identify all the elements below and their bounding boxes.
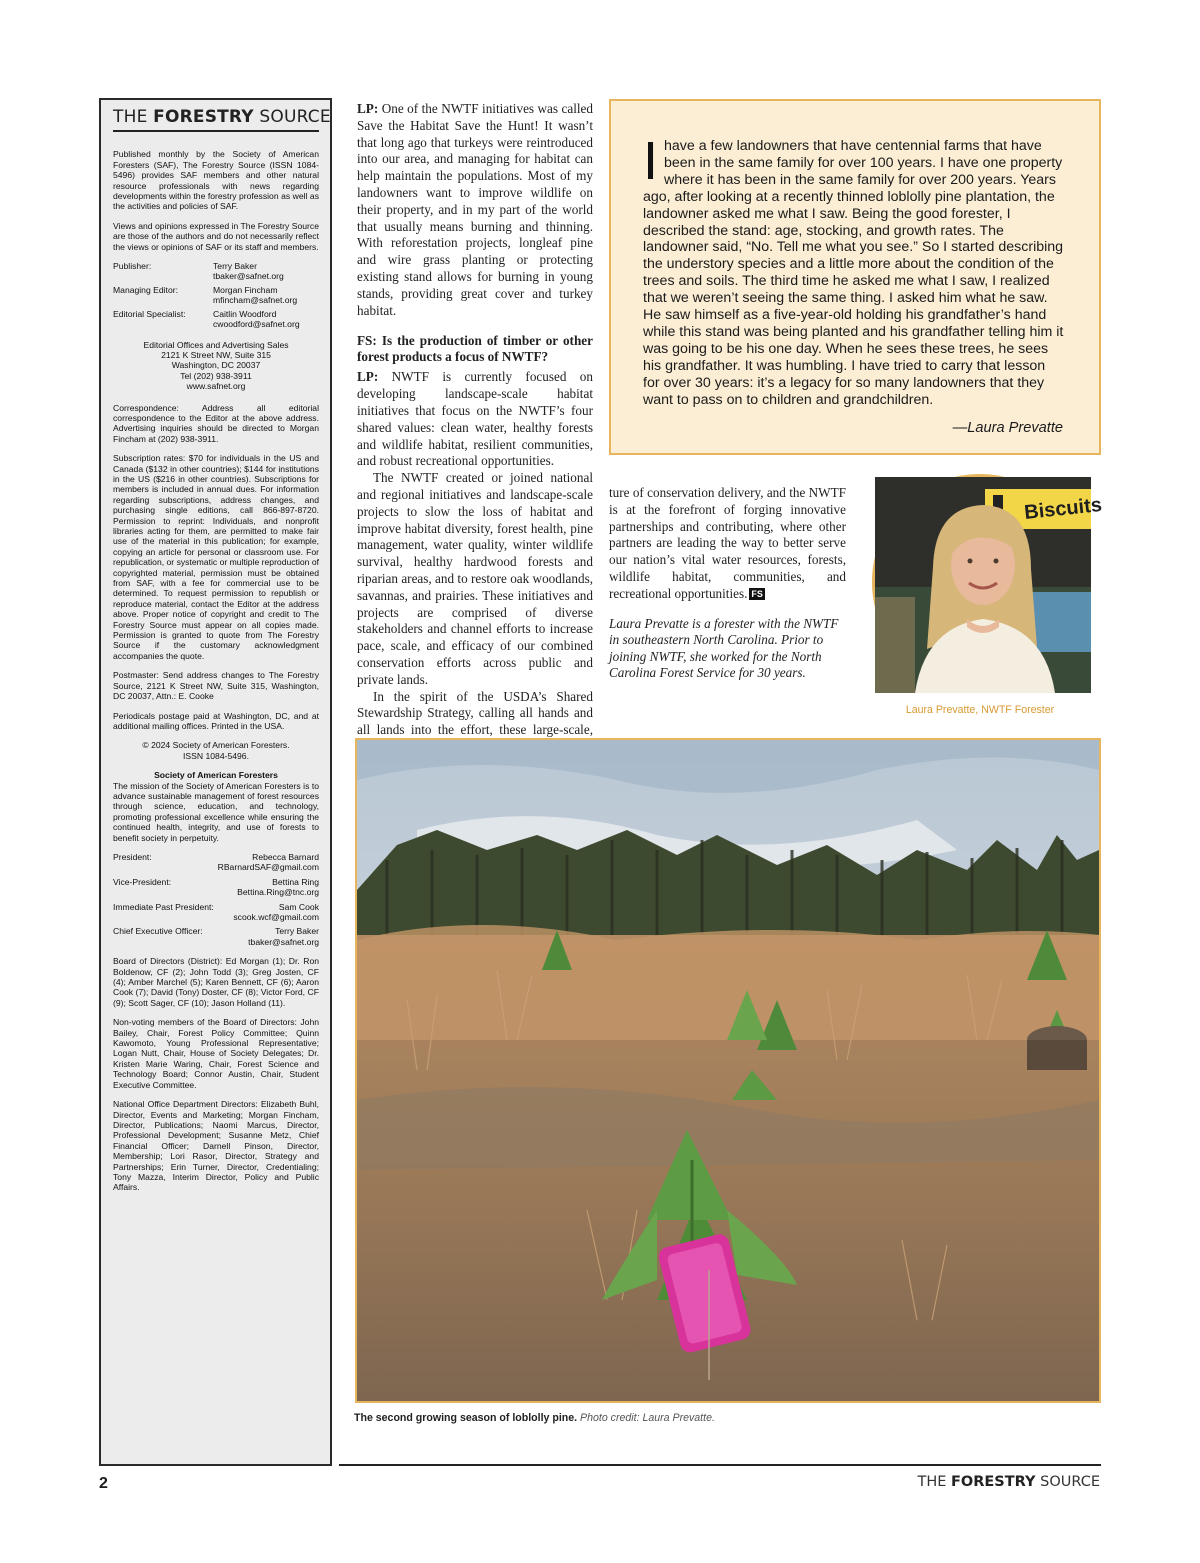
author-portrait <box>872 474 1103 690</box>
masthead-correspondence: Correspondence: Address all editorial correspondence to the Editor at the above address. Advertising inquiries should be directed to Morgan Fincham at (202) 938-3911. <box>113 402 319 444</box>
masthead-copyright <box>113 740 319 761</box>
officer-email[interactable]: RBarnardSAF@gmail.com <box>217 862 319 873</box>
offices-line: Editorial Offices and Advertising Sales <box>143 339 289 350</box>
masthead-periodicals: Periodicals postage paid at Washington, DC, and at additional mailing offices. Printed in the USA. <box>113 710 319 731</box>
officer-name: Rebecca Barnard <box>252 851 319 862</box>
staff-name: Caitlin Woodford <box>213 308 277 319</box>
officer-row <box>113 902 319 923</box>
officer-email[interactable]: tbaker@safnet.org <box>248 936 319 947</box>
drop-cap: I <box>643 131 659 191</box>
pull-quote-text: have a few landowners that have centennial farms that have been in the same family for over 100 years. I have one property where it has been in the same family for over 200 years. Years ago, after looking at a recently thinned loblolly pine plantation, the landowner asked me what I saw. Being the good forester, I described the stand: age, stocking, and growth rates. The landowner said, “No. Tell me what you see.” So I started describing the understory species and a little more about the condition of the trees and soils. The third time he asked me what I saw, I realized that we weren’t seeing the same thing. I asked him what he saw. He saw himself as a five-year-old holding his grandfather’s hand while this stand was being planted and his grandfather telling him it was going to be his one day. When he sees these trees, he sees his grandfather. It was humbling. I have tried to carry that lesson for over 30 years: it’s a legacy for so many landowners that they want to pass on to children and grandchildren. <box>643 138 1064 408</box>
interview-question: FS: Is the production of timber or other forest products a focus of NWTF? <box>357 333 593 365</box>
offices-website-link[interactable]: www.safnet.org <box>186 381 246 392</box>
portrait-caption: Laura Prevatte, NWTF Forester <box>905 704 1055 716</box>
staff-email[interactable]: mfincham@safnet.org <box>213 295 298 306</box>
article-column-2 <box>609 485 846 682</box>
staff-email[interactable]: tbaker@safnet.org <box>213 271 284 282</box>
paragraph-text: NWTF is currently focused on developing landscape-scale habitat initiatives that focus on the NWTF’s four shared values: clean water, healthy forests and wildlife habitat, resilient communities, and robust recreational opportunities. <box>357 369 593 469</box>
paragraph-text: ture of conservation delivery, and the NWTF is at the forefront of forging innovative partnerships and contributing, where other partners are leading the way to better serve our nation’s vital water resources, forests, wildlife habitat, communities, and recreational opportunities. <box>609 485 846 601</box>
staff-role: Editorial Specialist: <box>113 308 186 319</box>
article-column-1 <box>357 101 593 772</box>
masthead-postmaster: Postmaster: Send address changes to The Forestry Source, 2121 K Street NW, Suite 315, Washington, DC 20037, Attn.: E. Cooke <box>113 670 319 702</box>
officer-email[interactable]: scook.wcf@gmail.com <box>233 912 319 922</box>
issn-line: ISSN 1084-5496. <box>183 750 249 761</box>
footer-title-post: SOURCE <box>1035 1474 1100 1490</box>
officer-name: Terry Baker <box>275 926 319 937</box>
page-number: 2 <box>99 1475 108 1492</box>
masthead-intro: Published monthly by the Society of American Foresters (SAF), The Forestry Source (ISSN 1084-5496) provides SAF members and other natural resource professionals with news regarding developments within the forestry profession as well as the activities and policies of SAF. <box>113 149 319 212</box>
board-of-directors: Board of Directors (District): Ed Morgan (1); Dr. Ron Boldenow, CF (2); John Todd (3); Greg Josten, CF (4); Amber Marchel (5); Karen Bennett, CF (6); Aaron Cook (7); David (Tony) Doster, CF (8); Victor Ford, CF (9); Scott Sager, CF (10); Jason Holland (11). <box>113 956 319 1008</box>
staff-role: Managing Editor: <box>113 284 178 295</box>
author-bio: Laura Prevatte is a forester with the NWTF in southeastern North Carolina. Prior to joining NWTF, she worked for the North Carolina Forest Service for 30 years. <box>609 615 839 681</box>
pine-seedling-photo <box>355 738 1101 1403</box>
paragraph-text: One of the NWTF initiatives was called Save the Habitat Save the Hunt! It wasn’t that long ago that turkeys were reintroduced into our area, and managing for habitat can help maintain the populations. Most of my landowners want to improve wildlife on their property, and in my part of the world that usually means burning and thinning. With reforestation projects, longleaf pine and wire grass planting or protecting existing stand allows for burning in young stands, providing great cover and turkey habitat. <box>357 101 593 318</box>
staff-list <box>113 261 319 329</box>
photo-caption-text: The second growing season of loblolly pine. <box>354 1412 578 1424</box>
officer-role: Chief Executive Officer: <box>113 926 203 937</box>
masthead-sidebar <box>99 98 332 1466</box>
portrait-illustration <box>875 477 1103 693</box>
footer-publication-title <box>870 1474 1100 1490</box>
photo-caption <box>354 1412 1100 1424</box>
copyright-line: © 2024 Society of American Foresters. <box>142 740 290 751</box>
article-paragraph <box>357 369 593 470</box>
footer-rule <box>339 1464 1101 1466</box>
offices-line: Tel (202) 938-3911 <box>180 370 252 381</box>
staff-role: Publisher: <box>113 261 152 272</box>
footer-title-pre: THE <box>917 1474 951 1490</box>
masthead-subscription: Subscription rates: $70 for individuals in the US and Canada ($132 in other countries); $144 for institutions in the US ($216 in other countries). Subscriptions for members is included in annual dues. For information regarding subscriptions, address changes, and purchasing single editions, call 866-897-8720. Permission to reprint: Individuals, and nonprofit libraries acting for them, are permitted to make fair use of the material in this publication; for example, copying an article for personal or classroom use. For republication, or systematic or multiple reproduction of copyrighted material, permission must be obtained from SAF, with a fee for commercial use to be determined. To request permission to republish or reproduce material, contact the Editor at the address above. Proper notice of copyright and credit to The Forestry Source must appear on all copies made. Permission is granted to quote from The Forestry Source if the customary acknowledgment accompanies the quote. <box>113 453 319 661</box>
staff-row <box>113 285 319 306</box>
officer-role: Immediate Past President: <box>113 901 214 912</box>
logo-text-post: SOURCE <box>253 107 331 127</box>
offices-line: 2121 K Street NW, Suite 315 <box>161 349 271 360</box>
masthead-views-disclaimer: Views and opinions expressed in The Forestry Source are those of the authors and do not necessarily reflect the views or opinions of SAF or its staff and members. <box>113 220 319 252</box>
officer-list <box>113 852 319 947</box>
officer-name: Bettina Ring <box>272 876 319 887</box>
staff-row <box>113 261 319 282</box>
speaker-label: LP: <box>357 101 379 116</box>
nonvoting-members: Non-voting members of the Board of Directors: John Bailey, Chair, Forest Policy Committee; Quinn Kawomoto, Young Professional Representative; Logan Nutt, Chair, House of Society Delegates; Dr. Kristen Marie Waring, Chair, Forest Science and Technology Board; Connor Austin, Chair, Student Executive Committee. <box>113 1017 319 1090</box>
officer-row <box>113 926 319 947</box>
editorial-offices <box>113 340 319 392</box>
article-paragraph <box>357 101 593 319</box>
officer-row <box>113 877 319 898</box>
speaker-label: LP: <box>357 369 379 385</box>
national-office-directors: National Office Department Directors: Elizabeth Buhl, Director, Events and Marketing; Morgan Fincham, Director, Publications; Naomi Marcus, Director, Professional Development; Susanne Metz, Chief Financial Officer; Darnell Pinson, Director, Membership; Lori Rasor, Director, Strategy and Partnerships; Erin Turner, Director, Credentialing; Tony Mazza, Interim Director, Policy and Public Affairs. <box>113 1099 319 1193</box>
officer-row <box>113 852 319 873</box>
logo-text-pre: THE <box>113 107 154 127</box>
pull-quote-attribution: —Laura Prevatte <box>952 419 1063 436</box>
pull-quote-box <box>609 99 1101 455</box>
masthead-logo <box>113 107 331 132</box>
officer-name: Sam Cook <box>278 901 319 912</box>
article-paragraph-continuation <box>609 485 846 603</box>
officer-role: President: <box>113 851 152 862</box>
staff-row <box>113 309 319 330</box>
offices-line: Washington, DC 20037 <box>171 360 261 371</box>
paragraph-text: In the spirit of the USDA’s Shared Stewardship Strategy, calling all hands and all lands into the effort, these large-scale, <box>357 688 593 738</box>
staff-email[interactable]: cwoodford@safnet.org <box>213 319 300 330</box>
footer-title-bold: FORESTRY <box>951 1474 1036 1490</box>
officer-email[interactable]: Bettina.Ring@tnc.org <box>237 887 319 898</box>
sign-text: Biscuits <box>1023 493 1103 524</box>
photo-credit: Photo credit: Laura Prevatte. <box>580 1412 715 1424</box>
end-of-article-mark: FS <box>751 588 763 599</box>
staff-name: Morgan Fincham <box>213 284 278 295</box>
saf-heading: Society of American Foresters <box>154 770 278 781</box>
staff-name: Terry Baker <box>213 261 257 272</box>
saf-mission: The mission of the Society of American Foresters is to advance sustainable management of forest resources through science, education, and technology, promoting professional excellence while ensuring the continued health, integrity, and use of forests to benefit society in perpetuity. <box>113 780 319 843</box>
officer-role: Vice-President: <box>113 876 172 887</box>
logo-text-bold: FORESTRY <box>153 107 254 127</box>
photo-illustration <box>357 740 1099 1401</box>
article-paragraph: The NWTF created or joined national and regional initiatives and landscape-scale projects to slow the loss of habitat and improve habitat diversity, forest health, pine management, water quality, winter wildlife survival, healthy hardwood forests and riparian areas, and to restore oak woodlands, savannas, and prairies. These initiatives and projects are comprised of diverse stakeholders and channel efforts to increase pace, scale, and efficacy of our combined conservation efforts across public and private lands. <box>357 470 593 687</box>
